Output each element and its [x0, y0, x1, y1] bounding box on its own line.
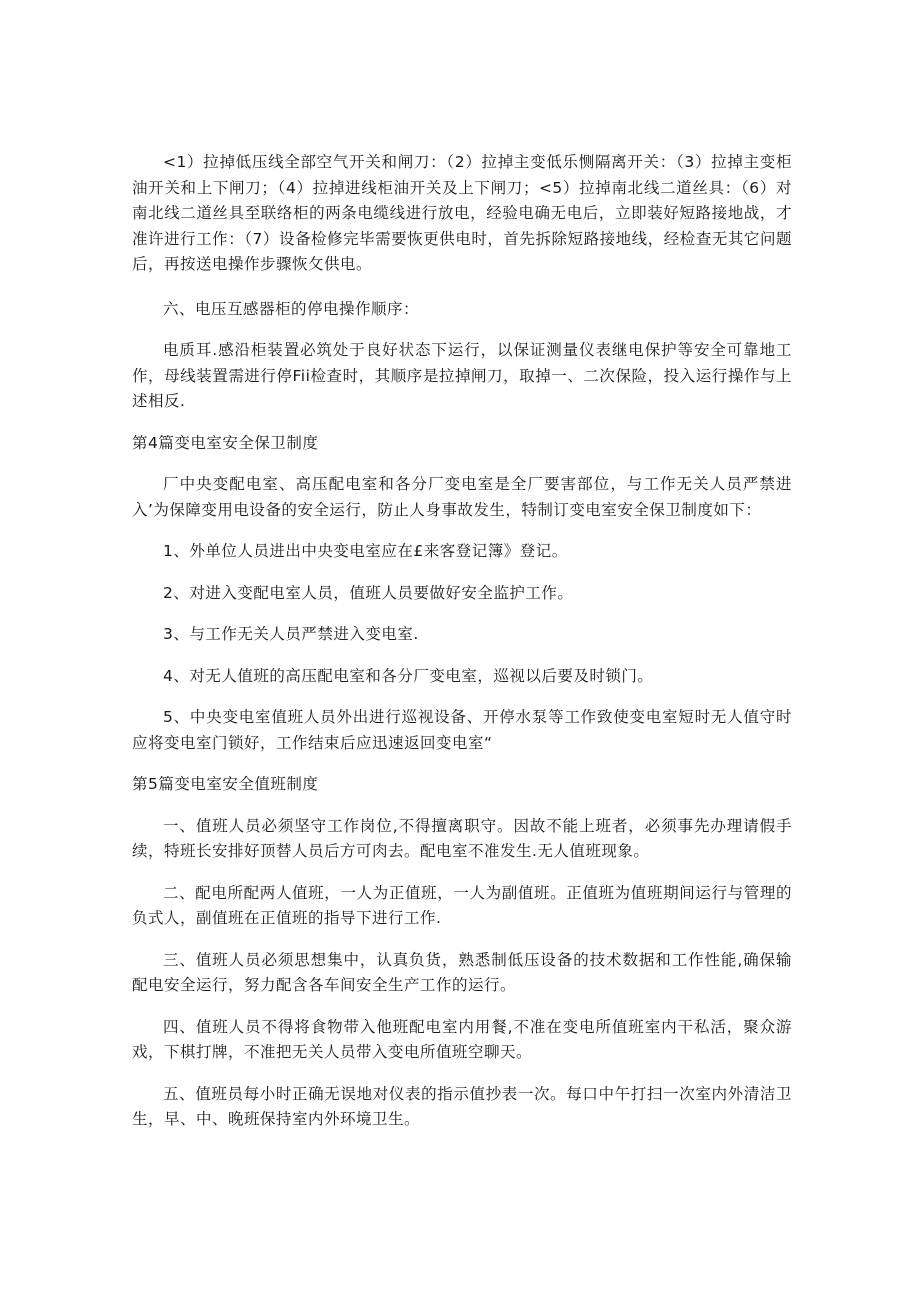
section4-intro: 厂中央变配电室、高压配电室和各分厂变电室是全厂要害部位，与工作无关人员严禁进入’为保障变用电设备的安全运行，防止人身事故发生，特制订变电室安全保卫制度如下：	[132, 475, 792, 519]
list-item: 五、值班员每小时正确无误地对仪表的指示值抄表一次。每口中午打扫一次室内外清洁卫生，早、中、晚班保持室内外环境卫生。	[132, 1084, 792, 1128]
list-item: 4、对无人值班的高压配电室和各分厂变电室，巡视以后要及时锁门。	[163, 666, 654, 685]
document-page	[132, 150, 792, 1149]
list-item: 5、中央变电室值班人员外出进行巡视设备、开停水泵等工作致使变电室短时无人值守时应将变电室门锁好，工作结束后应迅速返回变电室“	[132, 708, 792, 752]
section-six-heading: 六、电压互感器柜的停电操作顺序：	[163, 299, 420, 318]
section4-rules-list	[132, 539, 792, 756]
list-item: 一、值班人员必须坚守工作岗位,不得擅离职守。因故不能上班者，必须事先办理请假手续，特班长安排好顶替人员后方可肉去。配电室不准发生.无人值班现象。	[132, 816, 792, 860]
list-item: 2、对进入变配电室人员，值班人员要做好安全监护工作。	[163, 583, 574, 602]
list-item: 四、值班人员不得将食物带入他班配电室内用餐,不准在变电所值班室内干私活，聚众游戏，下棋打牌，不准把无关人员带入变电所值班空聊天。	[132, 1017, 792, 1061]
list-item: 1、外单位人员进出中央变电室应在£来客登记簿》登记。	[163, 542, 568, 560]
list-item: 3、与工作无关人员严禁进入变电室.	[163, 625, 419, 643]
voltage-transformer-paragraph: 电质耳.感沿柜装置必筑处于良好状态下运行，以保证测量仪表继电保护等安全可靠地工作，母线装置需进行停Fii检查时，其顺序是拉掉闸刀，取掉一、二次保险，投入运行操作与上述相反.	[132, 341, 792, 410]
section4-title: 第4篇变电室安全保卫制度	[132, 433, 319, 452]
list-item: 二、配电所配两人值班，一人为正值班，一人为副值班。正值班为值班期间运行与管理的负式人，副值班在正值班的指导下进行工作.	[132, 883, 792, 927]
power-off-steps-paragraph: <1）拉掉低压线全部空气开关和闸刀：（2）拉掉主变低乐恻隔离开关：（3）拉掉主变柜油开关和上下闸刀；（4）拉掉进线柜油开关及上下闸刀；<5）拉掉南北线二道丝具：（6）对南北线二道丝具至联络柜的两条电缆线进行放电，经验电确无电后，立即装好短路接地战，才准许进行工作：（7）设备检修完毕需要恢更供电时，首先拆除短路接地线，经检查无其它问题后，再按送电操作步骤恢攵供电。	[132, 153, 792, 273]
section5-title: 第5篇变电室安全值班制度	[132, 775, 319, 793]
list-item: 三、值班人员必须思想集中，认真负货，熟悉制低压设备的技术数据和工作性能,确保输配电安全运行，努力配含各车间安全生产工作的运行。	[132, 950, 792, 994]
section5-rules-list	[132, 814, 792, 1133]
